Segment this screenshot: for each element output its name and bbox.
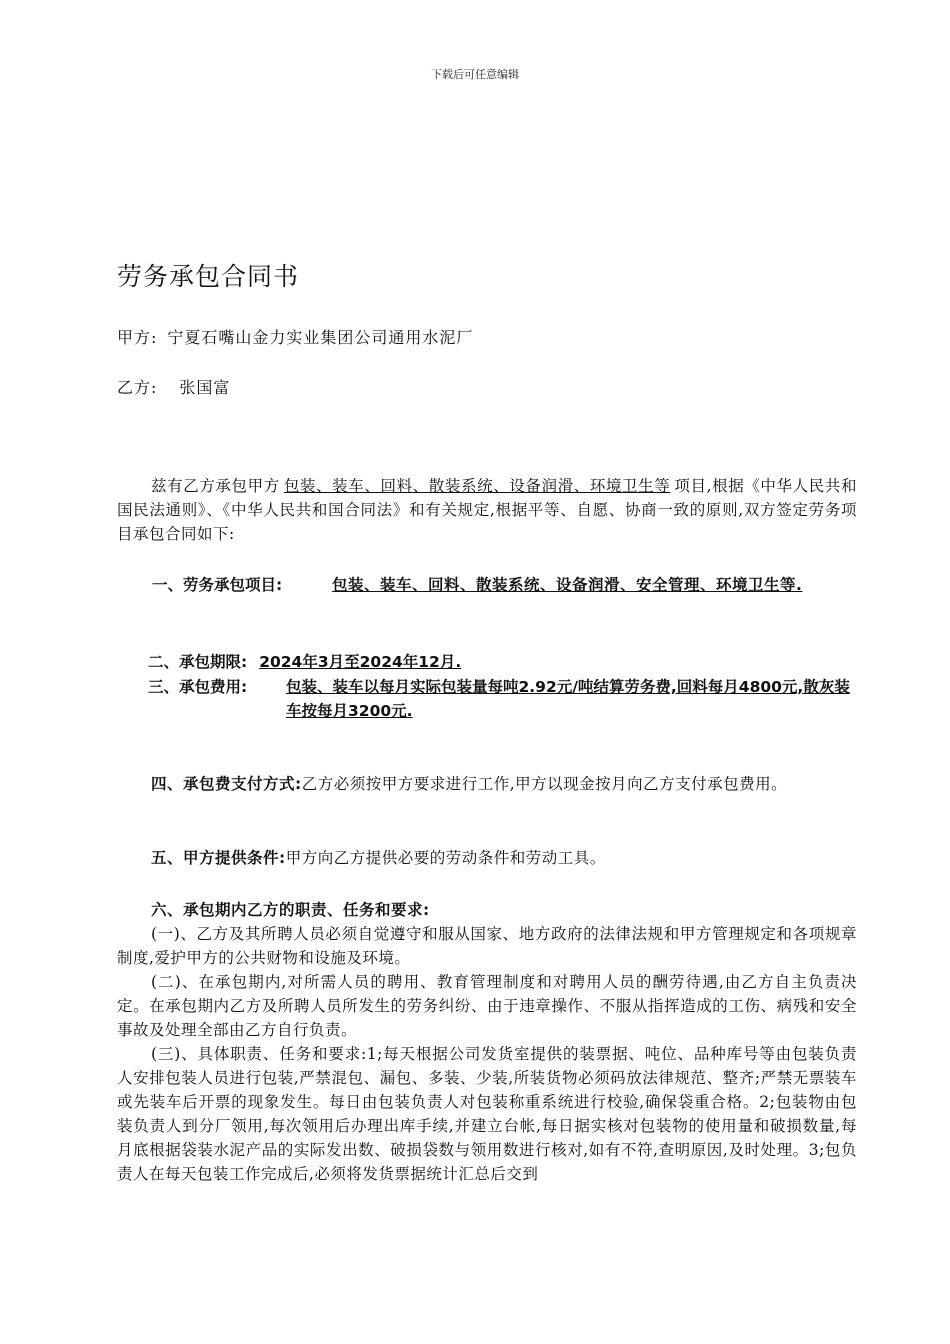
section-4-label: 四、承包费支付方式: [151,775,302,793]
section-3-value: 包装、装车以每月实际包装量每吨2.92元/吨结算劳务费,回料每月4800元,散灰装车按每月3200元. [286,678,850,720]
section-5-text: 甲方向乙方提供必要的劳动条件和劳动工具。 [285,849,606,867]
intro-paragraph [117,474,857,546]
section-4-text: 乙方必须按甲方要求进行工作,甲方以现金按月向乙方支付承包费用。 [301,775,788,793]
section-3-label: 三、承包费用: [148,678,248,696]
section-2-value: 2024年3月至2024年12月. [259,653,462,671]
section-5 [117,846,857,870]
intro-items: 包装、装车、回料、散装系统、设备润滑、环境卫生等 [283,477,671,495]
party-b [117,375,230,398]
section-6-heading [117,898,857,922]
party-a-name: 宁夏石嘴山金力实业集团公司通用水泥厂 [167,328,474,347]
section-3 [148,675,858,723]
section-6-paragraph-1: (一)、乙方及其所聘人员必须自觉遵守和服从国家、地方政府的法律法规和甲方管理规定和各项规章制度,爱护甲方的公共财物和设施及环境。 [117,925,857,967]
party-b-name: 张国富 [179,378,231,397]
section-5-label: 五、甲方提供条件: [151,849,286,867]
page-header: 下载后可任意编辑 [431,68,519,81]
section-6-label: 六、承包期内乙方的职责、任务和要求: [151,901,430,919]
section-6-paragraph-3: (三)、具体职责、任务和要求:1;每天根据公司发货室提供的装票据、吨位、品种库号等由包装负责人安排包装人员进行包装,严禁混包、漏包、多装、少装,所装货物必须码放法律规范、整齐;严禁无票装车或先装车后开票的现象发生。每日由包装负责人对包装称重系统进行校验,确保袋重合格。2;包装物由包装负责人到分厂领用,每次领用后办理出库手续,并建立台帐,每日据实核对包装物的使用量和破损数量,每月底根据袋装水泥产品的实际发出数、破损袋数与领用数进行核对,如有不符,查明原因,及时处理。3;包负责人在每天包装工作完成后,必须将发货票据统计汇总后交到 [117,1045,857,1183]
section-2-label: 二、承包期限: [148,653,248,671]
section-4 [117,772,857,796]
party-a [117,325,473,348]
party-a-label: 甲方: [117,328,158,347]
document-title: 劳务承包合同书 [117,262,300,291]
party-b-label: 乙方: [117,378,158,397]
section-6-paragraph-2: (二)、在承包期内,对所需人员的聘用、教育管理制度和对聘用人员的酬劳待遇,由乙方自主负责决定。在承包期内乙方及所聘人员所发生的劳务纠纷、由于违章操作、不服从指挥造成的工伤、病残和安全事故及处理全部由乙方自行负责。 [117,973,857,1039]
intro-post: 项目,根据《中华人民共和国民法通则》、《中华人民共和国合同法》和有关规定,根据平等、自愿、协商一致的原则,双方签定劳务项目承包合同如下: [117,477,857,543]
intro-pre: 兹有乙方承包甲方 [151,477,280,495]
section-2 [148,650,479,674]
section-1 [152,573,852,597]
section-1-label: 一、劳务承包项目: [152,576,283,594]
section-1-value: 包装、装车、回料、散装系统、设备润滑、安全管理、环境卫生等. [332,576,803,594]
section-6-body [117,922,857,1186]
